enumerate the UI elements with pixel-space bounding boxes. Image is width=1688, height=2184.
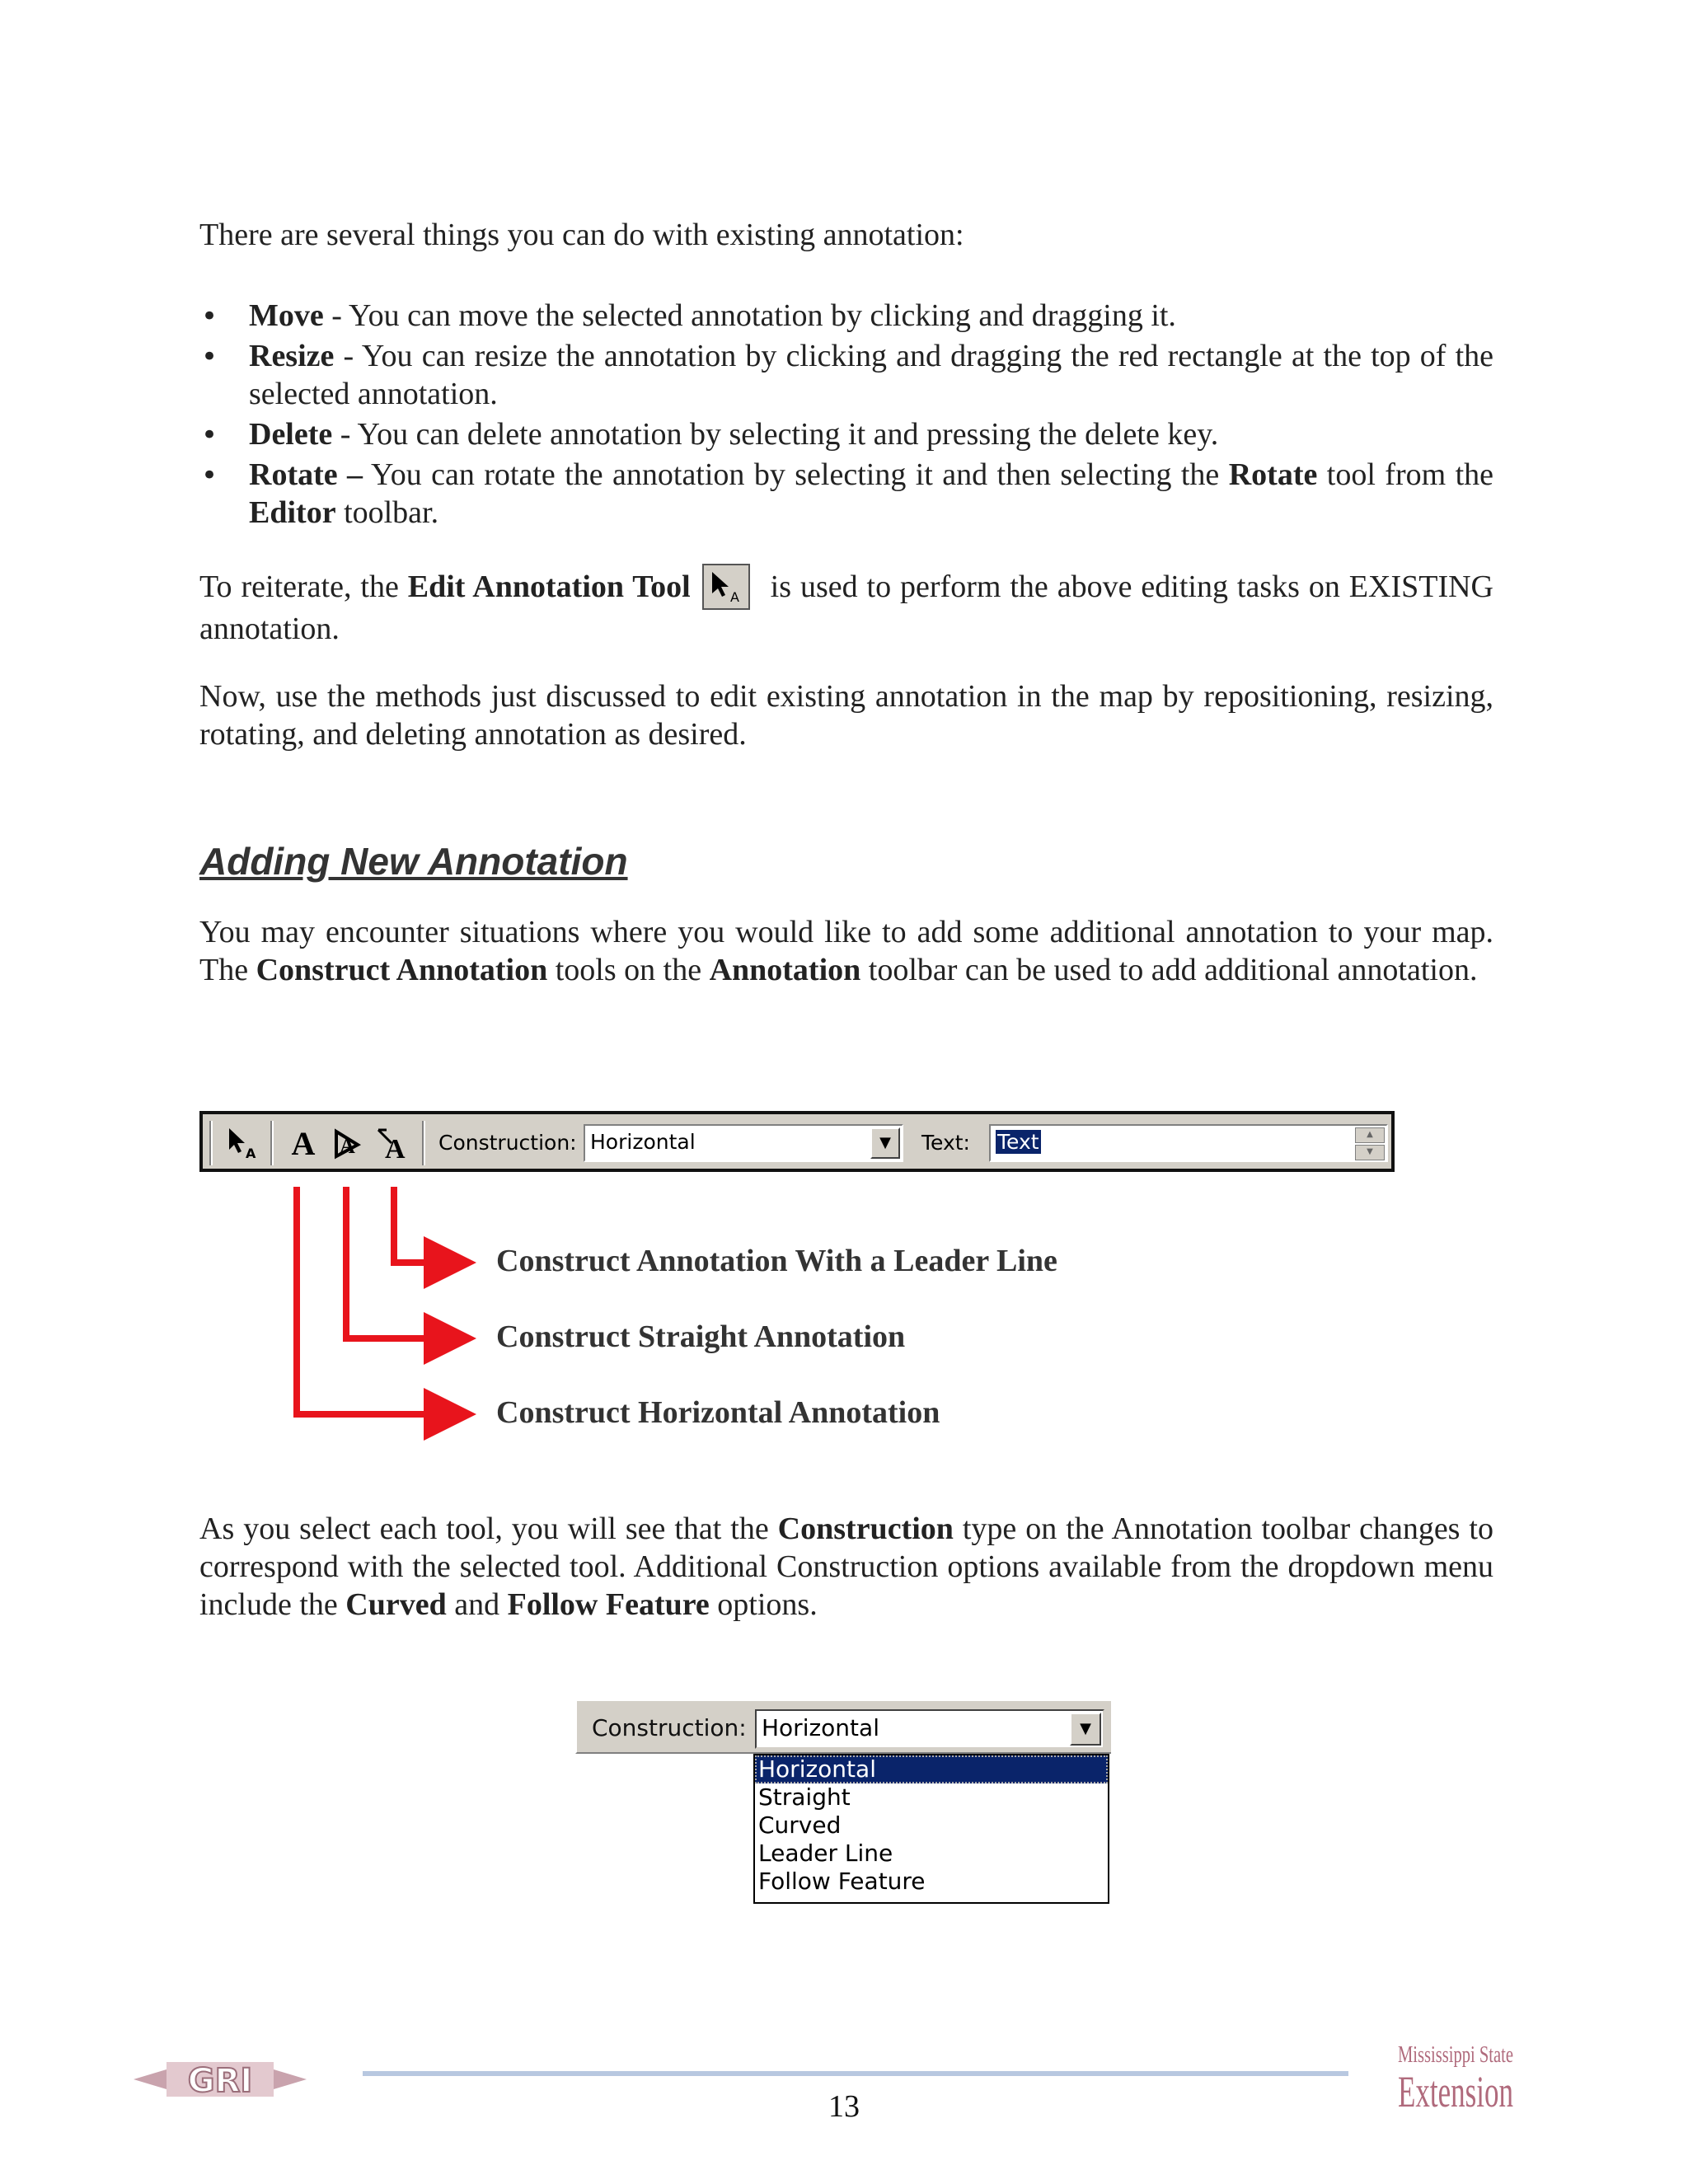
svg-text:Extension: Extension — [1398, 2067, 1513, 2116]
svg-text:A: A — [729, 589, 739, 605]
list-item: • Rotate – You can rotate the annotation by selecting it and then selecting the Rotate tool from the Editor toolbar. — [199, 456, 1493, 532]
reiterate-paragraph: To reiterate, the Edit Annotation Tool A is used to perform the above editing tasks on EXISTING annotation. — [199, 564, 1493, 648]
now-paragraph: Now, use the methods just discussed to edit existing annotation in the map by repositioning, resizing, rotating, and deleting annotation as desired. — [199, 679, 1493, 752]
svg-text:A: A — [385, 1134, 406, 1165]
page-number: 13 — [828, 2089, 860, 2124]
option-follow-feature[interactable]: Follow Feature — [758, 1868, 926, 1895]
option-horizontal[interactable]: Horizontal — [755, 1755, 1108, 1783]
chevron-down-icon[interactable]: ▼ — [870, 1127, 900, 1159]
svg-text:A: A — [340, 1134, 355, 1158]
horizontal-arrow — [297, 1187, 463, 1414]
text-input[interactable]: Text ▲ ▼ — [989, 1124, 1388, 1162]
construction-dropdown-figure — [575, 1699, 1111, 1754]
svg-text:GRI: GRI — [187, 2062, 253, 2100]
list-item: • Resize - You can resize the annotation by clicking and dragging the red rectangle at the top of the selected annotation. — [199, 337, 1493, 413]
section-heading: Adding New Annotation — [199, 840, 628, 883]
horizontal-label: Construct Horizontal Annotation — [496, 1395, 940, 1430]
text-spinner[interactable]: ▲ ▼ — [1355, 1127, 1385, 1159]
construction-select[interactable]: Horizontal ▼ — [755, 1709, 1104, 1749]
option-curved[interactable]: Curved — [758, 1811, 842, 1839]
option-straight[interactable]: Straight — [758, 1783, 851, 1811]
svg-text:A: A — [246, 1146, 256, 1161]
chevron-down-icon[interactable]: ▼ — [1070, 1713, 1101, 1746]
construction-options-list — [753, 1754, 1109, 1904]
text-label: Text: — [921, 1131, 970, 1155]
footer-rule — [363, 2071, 1348, 2076]
construction-label: Construction: — [438, 1131, 577, 1155]
encounter-paragraph: You may encounter situations where you would like to add some additional annotation to your map. The Construct Annotation tools on the Annotation toolbar can be used to add additional annotation. — [199, 915, 1493, 987]
straight-label: Construct Straight Annotation — [496, 1319, 906, 1354]
option-leader-line[interactable]: Leader Line — [758, 1840, 893, 1867]
svg-text:Mississippi State: Mississippi State — [1398, 2042, 1513, 2068]
list-item: • Move - You can move the selected annotation by clicking and dragging it. — [199, 297, 1493, 335]
construction-label: Construction: — [592, 1714, 747, 1741]
construction-select[interactable]: Horizontal ▼ — [584, 1124, 903, 1162]
horizontal-annotation-icon[interactable]: A — [291, 1124, 316, 1162]
msu-extension-logo — [1395, 2034, 1517, 2126]
intro-paragraph: There are several things you can do with existing annotation: — [199, 218, 964, 252]
select-paragraph: As you select each tool, you will see that the Construction type on the Annotation toolbar changes to correspond with the selected tool. Additional Construction options available from the dropdown menu include the Curved and Follow Feature options. — [199, 1511, 1493, 1622]
leader-line-arrow — [394, 1187, 463, 1263]
leader-line-label: Construct Annotation With a Leader Line — [496, 1244, 1057, 1278]
list-item: • Delete - You can delete annotation by selecting it and pressing the delete key. — [199, 415, 1493, 453]
